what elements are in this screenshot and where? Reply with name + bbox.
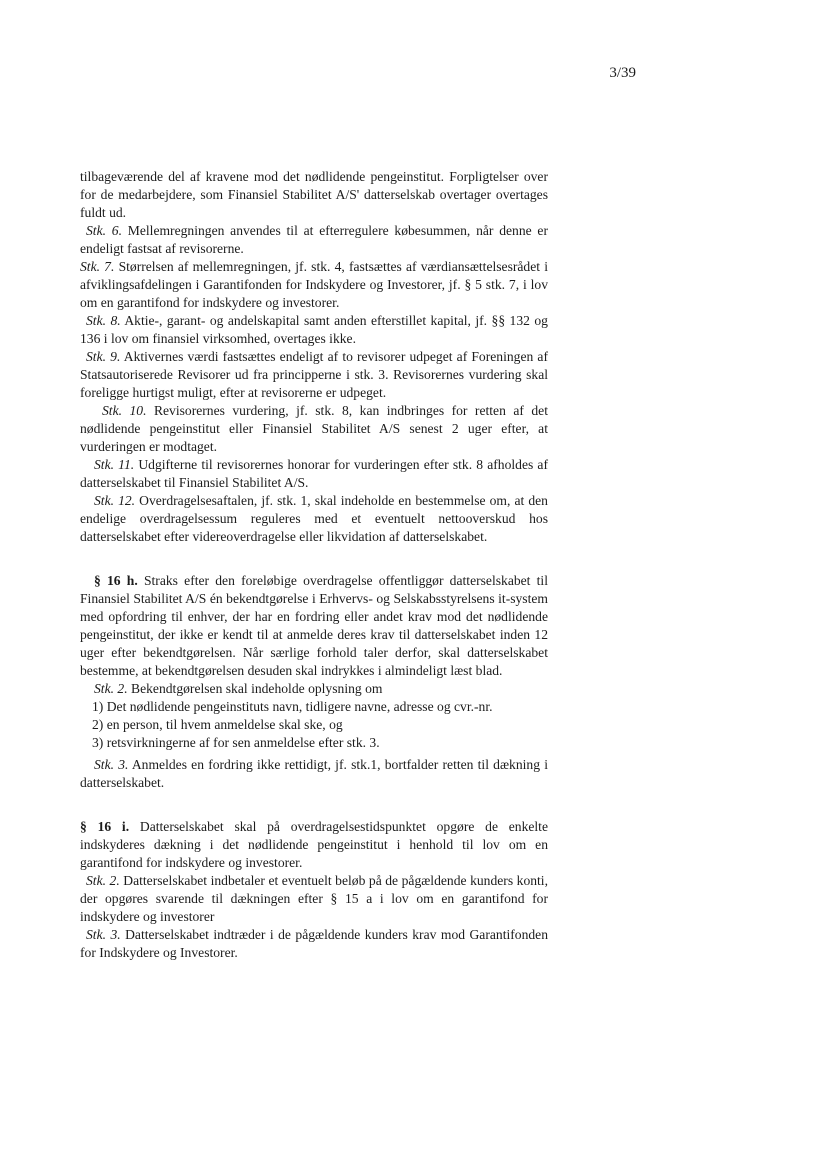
paragraph-text: Størrelsen af mellemregningen, jf. stk. 4, fastsættes af værdiansættelsesrådet i afviklingsafdelingen i Garantifonden for Indskydere og Investorer, jf. § 5 stk. 7, i lov om en garantifond for indskydere og investorer. xyxy=(80,259,548,310)
stk-label: Stk. 7. xyxy=(80,259,115,274)
paragraph-stk-8 xyxy=(80,312,548,348)
stk-label: Stk. 3. xyxy=(86,927,121,942)
paragraph-text: Bekendtgørelsen skal indeholde oplysning om xyxy=(131,681,383,696)
section-16h xyxy=(80,572,548,680)
page-number: 3/39 xyxy=(609,65,636,81)
section-heading: § 16 i. xyxy=(80,819,130,834)
paragraph-text: Aktie-, garant- og andelskapital samt anden efterstillet kapital, jf. §§ 132 og 136 i lov om finansiel virksomhed, overtages ikke. xyxy=(80,313,548,346)
section-16h-stk-3 xyxy=(80,756,548,792)
list-item: 3) retsvirkningerne af for sen anmeldelse efter stk. 3. xyxy=(92,735,380,750)
section-16h-stk-2 xyxy=(80,680,548,698)
stk-label: Stk. 10. xyxy=(102,403,147,418)
paragraph-text: Overdragelsesaftalen, jf. stk. 1, skal indeholde en bestemmelse om, at den endelige overdragelsessum reguleres med et eventuelt nettooverskud hos datterselskabet efter videreoverdragelse eller likvidation af datterselskabet. xyxy=(80,493,548,544)
stk-label: Stk. 3. xyxy=(94,757,129,772)
paragraph-text: Datterselskabet indtræder i de pågældende kunders krav mod Garantifonden for Indskydere og Investorer. xyxy=(80,927,548,960)
list-item: 2) en person, til hvem anmeldelse skal ske, og xyxy=(92,717,343,732)
paragraph-text: Aktivernes værdi fastsættes endeligt af to revisorer udpeget af Foreningen af Statsautoriserede Revisorer ud fra principperne i stk. 3. Revisorernes vurdering skal foreligge hurtigst muligt, efter at revisorerne er udpeget. xyxy=(80,349,548,400)
section-16i-stk-3 xyxy=(80,926,548,962)
paragraph-text: Udgifterne til revisorernes honorar for vurderingen efter stk. 8 afholdes af datterselskabet til Finansiel Stabilitet A/S. xyxy=(80,457,548,490)
paragraph-text: tilbageværende del af kravene mod det nødlidende pengeinstitut. Forpligtelser over for de medarbejdere, som Finansiel Stabilitet A/S' datterselskab overtager overtages fuldt ud. xyxy=(80,169,548,220)
paragraph-stk-9 xyxy=(80,348,548,402)
stk-label: Stk. 6. xyxy=(86,223,122,238)
section-16h-list xyxy=(80,698,548,752)
paragraph-text: Datterselskabet indbetaler et eventuelt beløb på de pågældende kunders konti, der opgøres svarende til dækningen efter § 15 a i lov om en garantifond for indskydere og investorer xyxy=(80,873,548,924)
stk-label: Stk. 9. xyxy=(86,349,121,364)
paragraph-text: Anmeldes en fordring ikke rettidigt, jf. stk.1, bortfalder retten til dækning i datterselskabet. xyxy=(80,757,548,790)
stk-label: Stk. 2. xyxy=(94,681,128,696)
paragraph-stk-11 xyxy=(80,456,548,492)
list-item: 1) Det nødlidende pengeinstituts navn, tidligere navne, adresse og cvr.-nr. xyxy=(92,699,493,714)
paragraph-stk-10 xyxy=(80,402,548,456)
section-16i xyxy=(80,818,548,872)
document-body xyxy=(80,168,548,962)
paragraph-text: Revisorernes vurdering, jf. stk. 8, kan indbringes for retten af det nødlidende pengeinstitut eller Finansiel Stabilitet A/S senest 2 uger efter, at vurderingen er modtaget. xyxy=(80,403,548,454)
paragraph-text: Datterselskabet skal på overdragelsestidspunktet opgøre de enkelte indskyderes dækning i det nødlidende pengeinstitut i henhold til lov om en garantifond for indskydere og investorer. xyxy=(80,819,548,870)
stk-label: Stk. 2. xyxy=(86,873,120,888)
stk-label: Stk. 8. xyxy=(86,313,121,328)
stk-label: Stk. 11. xyxy=(94,457,135,472)
paragraph-text: Mellemregningen anvendes til at efterregulere købesummen, når denne er endeligt fastsat af revisorerne. xyxy=(80,223,548,256)
paragraph-stk-12 xyxy=(80,492,548,546)
paragraph-continuation xyxy=(80,168,548,222)
paragraph-text: Straks efter den foreløbige overdragelse offentliggør datterselskabet til Finansiel Stabilitet A/S én bekendtgørelse i Erhvervs- og Selskabsstyrelsens it-system med opfordring til enhver, der har en fordring eller andet krav mod det nødlidende pengeinstitut, der ikke er kendt til at anmelde deres krav til datterselskabet inden 12 uger efter bekendtgørelsen. Når særlige forhold taler derfor, skal datterselskabet bestemme, at bekendtgørelsen desuden skal indrykkes i almindeligt læst blad. xyxy=(80,573,548,678)
stk-label: Stk. 12. xyxy=(94,493,136,508)
section-16i-stk-2 xyxy=(80,872,548,926)
paragraph-stk-7 xyxy=(80,258,548,312)
paragraph-stk-6 xyxy=(80,222,548,258)
section-heading: § 16 h. xyxy=(94,573,138,588)
